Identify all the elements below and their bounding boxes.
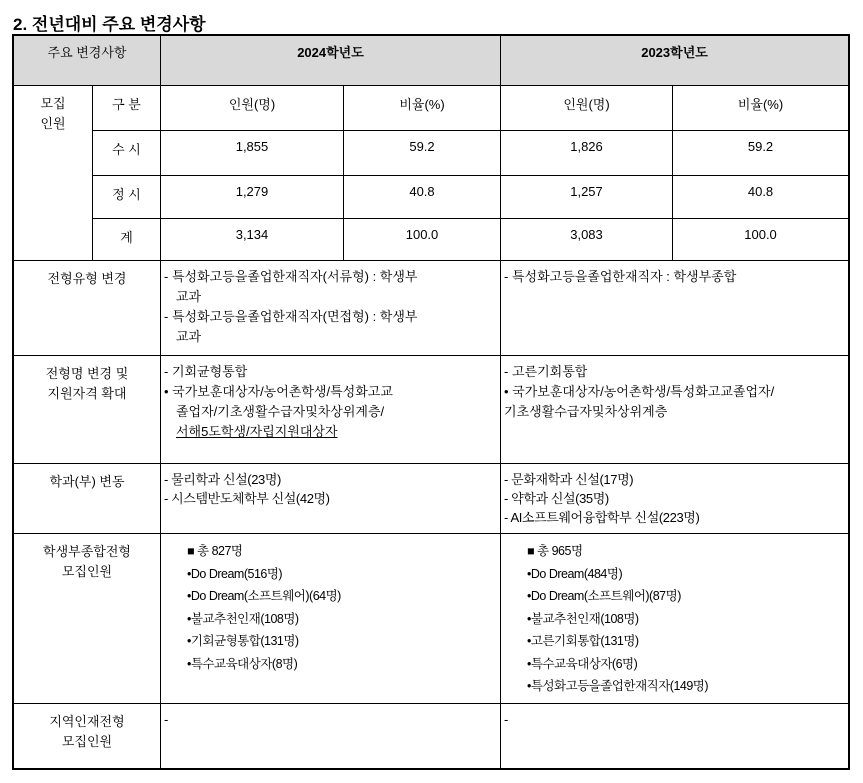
sub-header: 구 분 [93, 86, 161, 131]
changes-table [13, 35, 849, 769]
row-label: 수 시 [93, 131, 161, 176]
count-2023: 1,826 [501, 131, 673, 176]
text-line: - 고른기회통합 [504, 364, 588, 379]
text-line: - 시스템반도체학부 신설(42명) [164, 491, 330, 506]
dept-change-2023 [501, 464, 849, 534]
ratio-2023: 40.8 [673, 176, 849, 219]
col-ratio-2023: 비율(%) [673, 86, 849, 131]
ratio-2024: 100.0 [344, 219, 501, 261]
type-change-2024 [161, 261, 501, 356]
list-item: •기회균형통합(131명) [187, 634, 299, 648]
comprehensive-2024 [161, 534, 501, 704]
text-line: - 특성화고등을졸업한재직자(서류형) : 학생부 [164, 269, 418, 284]
ratio-2024: 40.8 [344, 176, 501, 219]
text-line: • 국가보훈대상자/농어촌학생/특성화고교졸업자/ [504, 384, 775, 399]
name-change-2023 [501, 356, 849, 464]
header-2024: 2024학년도 [161, 36, 501, 86]
total-line: ■ 총 827명 [187, 544, 243, 558]
count-2024: 3,134 [161, 219, 344, 261]
text-line: 교과 [176, 289, 202, 304]
total-line: ■ 총 965명 [527, 544, 583, 558]
count-2023: 3,083 [501, 219, 673, 261]
text-line: - 특성화고등을졸업한재직자(면접형) : 학생부 [164, 309, 418, 324]
label-line: 모집인원 [61, 564, 113, 579]
list-item: •Do Dream(484명) [527, 566, 623, 581]
dept-change-label: 학과(부) 변동 [14, 464, 161, 534]
text-line: - 특성화고등을졸업한재직자 : 학생부종합 [504, 269, 737, 284]
text-line: 교과 [176, 329, 202, 344]
text-line: 졸업자/기초생활수급자및차상위계층/ [176, 404, 385, 419]
ratio-2023: 59.2 [673, 131, 849, 176]
label-line: 학생부종합전형 [43, 544, 131, 559]
list-item: •특성화고등을졸업한재직자(149명) [527, 679, 709, 693]
type-change-2023 [501, 261, 849, 356]
row-label: 정 시 [93, 176, 161, 219]
table-row [14, 219, 849, 261]
list-item: •Do Dream(소프트웨어)(64명) [187, 589, 341, 603]
count-2023: 1,257 [501, 176, 673, 219]
type-change-label: 전형유형 변경 [14, 261, 161, 356]
row-label: 계 [93, 219, 161, 261]
label-line: 지역인재전형 [49, 714, 125, 729]
list-item: •불교추천인재(108명) [187, 611, 299, 626]
name-change-2024 [161, 356, 501, 464]
regional-label [14, 704, 161, 769]
regional-2024: - [161, 704, 501, 769]
text-line: - 문화재학과 신설(17명) [504, 472, 634, 487]
table-row [14, 131, 849, 176]
comprehensive-2023 [501, 534, 849, 704]
col-ratio-2024: 비율(%) [344, 86, 501, 131]
list-item: •Do Dream(소프트웨어)(87명) [527, 589, 681, 603]
header-2023: 2023학년도 [501, 36, 849, 86]
count-2024: 1,855 [161, 131, 344, 176]
text-line: - AI소프트웨어융합학부 신설(223명) [504, 510, 700, 525]
text-line: 기초생활수급자및차상위계층 [504, 404, 668, 419]
list-item: •특수교육대상자(6명) [527, 656, 638, 671]
table-row [14, 176, 849, 219]
list-item: •특수교육대상자(8명) [187, 656, 298, 671]
text-line: • 국가보훈대상자/농어촌학생/특성화고교 [164, 384, 393, 399]
label-line: 전형명 변경 및 [45, 366, 129, 381]
underlined-text: 서해5도학생/자립지원대상자 [176, 424, 338, 439]
label-line: 모집인원 [61, 734, 113, 749]
comprehensive-label [14, 534, 161, 704]
count-2024: 1,279 [161, 176, 344, 219]
text-line: - 약학과 신설(35명) [504, 491, 609, 506]
header-main: 주요 변경사항 [14, 36, 161, 86]
col-count-2023: 인원(명) [501, 86, 673, 131]
list-item: •고른기회통합(131명) [527, 634, 639, 648]
list-item: •불교추천인재(108명) [527, 611, 639, 626]
list-item: •Do Dream(516명) [187, 566, 283, 581]
text-line: - 기회균형통합 [164, 364, 248, 379]
regional-2023: - [501, 704, 849, 769]
label-line: 지원자격 확대 [47, 386, 127, 401]
col-count-2024: 인원(명) [161, 86, 344, 131]
dept-change-2024 [161, 464, 501, 534]
ratio-2023: 100.0 [673, 219, 849, 261]
recruit-label: 모집 인원 [14, 86, 93, 261]
section-title: 2. 전년대비 주요 변경사항 [13, 15, 206, 34]
name-change-label [14, 356, 161, 464]
ratio-2024: 59.2 [344, 131, 501, 176]
text-line: - 물리학과 신설(23명) [164, 472, 281, 487]
